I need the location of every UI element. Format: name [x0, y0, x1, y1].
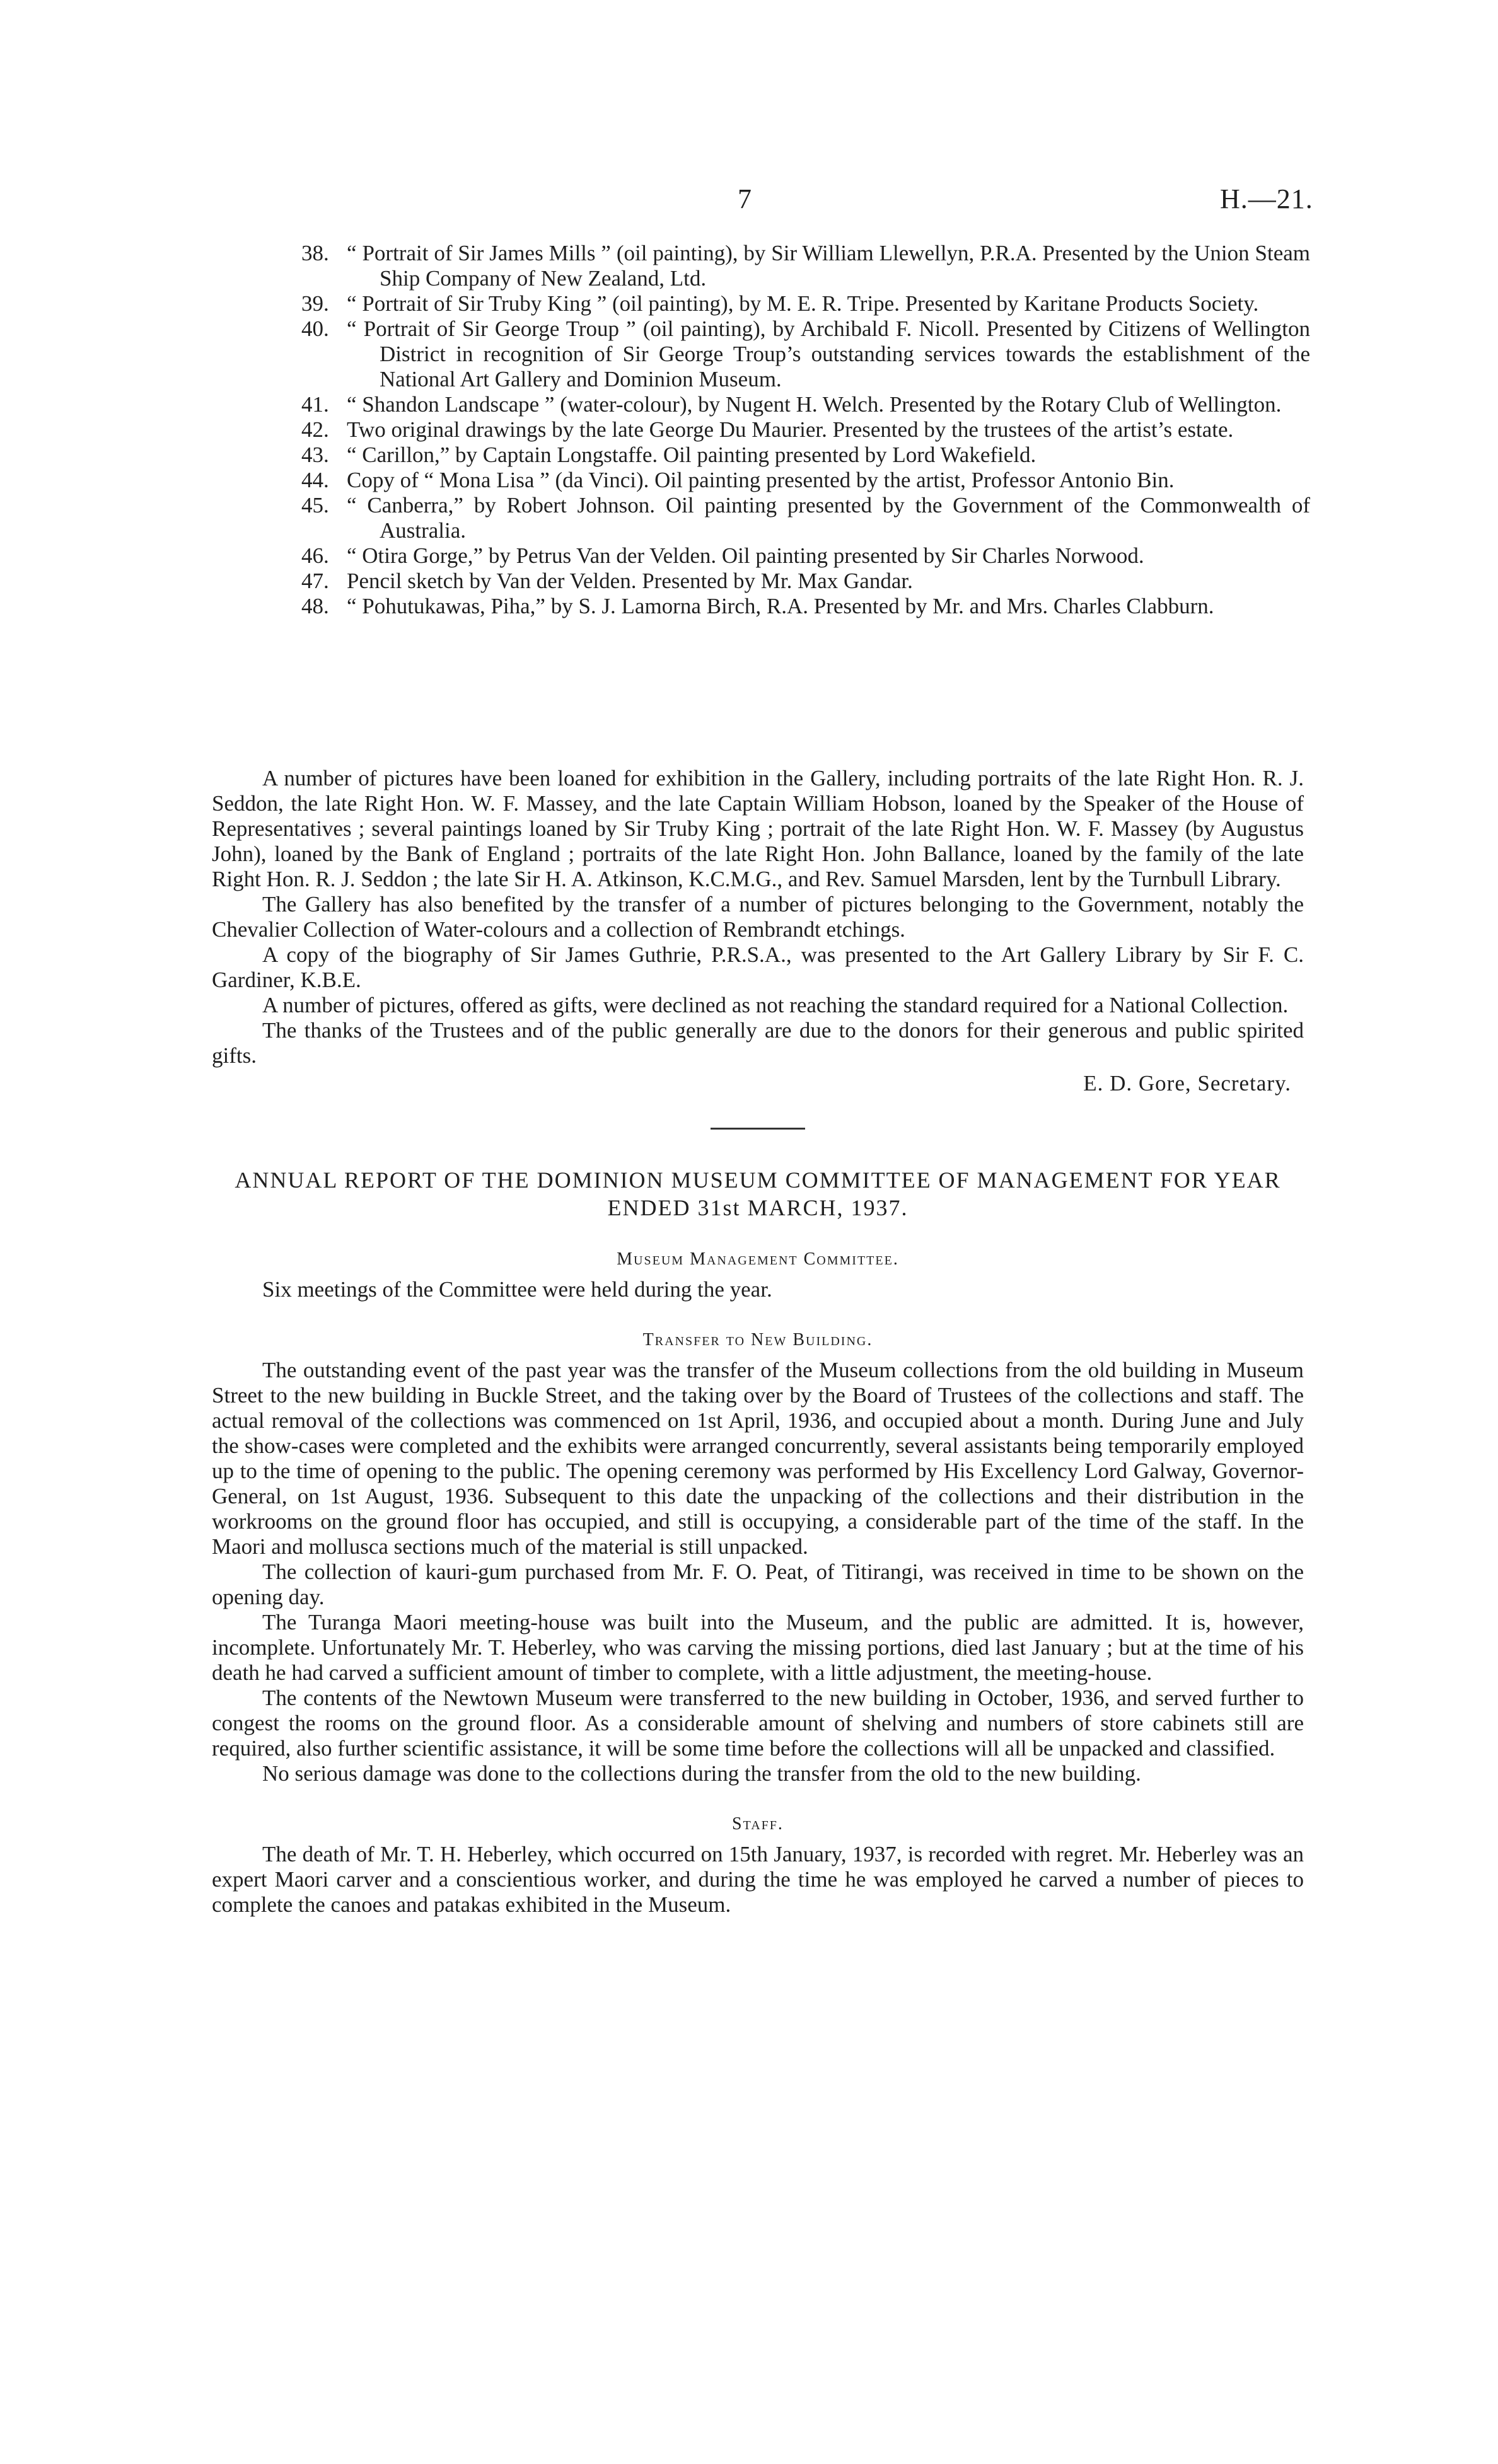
report-title: ANNUAL REPORT OF THE DOMINION MUSEUM COMMITTEE OF MANAGEMENT FOR YEAR ENDED 31st MARCH, 1937. [235, 1167, 1281, 1220]
item-number: 42. [301, 417, 329, 442]
page-number: 7 [738, 183, 752, 214]
transfer-paragraph: No serious damage was done to the collections during the transfer from the old to the new building. [262, 1761, 1141, 1786]
donation-list [301, 241, 1310, 619]
list-item [301, 417, 1310, 442]
item-text: Two original drawings by the late George Du Maurier. Presented by the trustees of the artist’s estate. [347, 417, 1234, 442]
transfer-paragraph: The contents of the Newtown Museum were transferred to the new building in October, 1936, and served further to congest the rooms on the ground floor. As a considerable amount of shelving and numbers of store cabinets still are required, also further scientific assistance, it will be some time before the collections will all be unpacked and classified. [212, 1686, 1304, 1761]
gallery-paragraph-loans: A number of pictures have been loaned for exhibition in the Gallery, including portraits of the late Right Hon. R. J. Seddon, the late Right Hon. W. F. Massey, and the late Captain William Hobson, loaned by the Speaker of the House of Representatives ; several paintings loaned by Sir Truby King ; portrait of the late Right Hon. W. F. Massey (by Augustus John), loaned by the Bank of England ; portraits of the late Right Hon. John Ballance, loaned by the family of the late Right Hon. R. J. Seddon ; the late Sir H. A. Atkinson, K.C.M.G., and Rev. Samuel Marsden, lent by the Turnbull Library. [212, 766, 1304, 891]
item-number: 44. [301, 468, 329, 492]
transfer-paragraph: The Turanga Maori meeting-house was built into the Museum, and the public are admitted. It is, however, incomplete. Unfortunately Mr. T. Heberley, who was carving the missing portions, died last January ; but at the time of his death he had carved a sufficient amount of timber to complete, with a little adjustment, the meeting-house. [212, 1610, 1304, 1685]
staff-paragraph: The death of Mr. T. H. Heberley, which occurred on 15th January, 1937, is recorded with regret. Mr. Heberley was an expert Maori carver and a conscientious worker, and during the time he was employed he carved a number of pieces to complete the canoes and patakas exhibited in the Museum. [212, 1842, 1304, 1917]
item-text: “ Carillon,” by Captain Longstaffe. Oil painting presented by Lord Wakefield. [347, 442, 1036, 467]
main-body [212, 766, 1304, 1917]
item-number: 43. [301, 442, 329, 467]
item-text: “ Portrait of Sir George Troup ” (oil painting), by Archibald F. Nicoll. Presented by Citizens of Wellington District in recognition of Sir George Troup’s outstanding services towards the establishment of the National Art Gallery and Dominion Museum. [347, 316, 1310, 391]
list-item [301, 291, 1310, 316]
transfer-heading: Transfer to New Building. [642, 1330, 873, 1350]
item-number: 48. [301, 594, 329, 618]
item-number: 46. [301, 543, 329, 568]
gallery-paragraph-transfer: The Gallery has also benefited by the transfer of a number of pictures belonging to the Government, notably the Chevalier Collection of Water-colours and a collection of Rembrandt etchings. [212, 892, 1304, 942]
gallery-paragraph-declined: A number of pictures, offered as gifts, were declined as not reaching the standard required for a National Collection. [262, 993, 1289, 1017]
list-item [301, 392, 1310, 417]
gallery-paragraph-biography: A copy of the biography of Sir James Guthrie, P.R.S.A., was presented to the Art Gallery Library by Sir F. C. Gardiner, K.B.E. [212, 942, 1304, 992]
item-number: 47. [301, 569, 329, 593]
section-divider [711, 1128, 805, 1130]
list-item [301, 594, 1310, 619]
transfer-paragraph: The outstanding event of the past year was the transfer of the Museum collections from the old building in Museum Street to the new building in Buckle Street, and the taking over by the Board of Trustees of the collections and staff. The actual removal of the collections was commenced on 1st April, 1936, and occupied about a month. During June and July the show-cases were completed and the exhibits were arranged concurrently, several assistants being temporarily employed up to the time of opening to the public. The opening ceremony was performed by His Excellency Lord Galway, Governor-General, on 1st August, 1936. Subsequent to this date the unpacking of the collections and their distribution in the workrooms on the ground floor has occupied, and still is occupying, a considerable part of the time of the staff. In the Maori and mollusca sections much of the material is still unpacked. [212, 1358, 1304, 1559]
item-number: 45. [301, 493, 329, 518]
item-text: “ Otira Gorge,” by Petrus Van der Velden. Oil painting presented by Sir Charles Norwood. [347, 543, 1144, 568]
list-item [301, 442, 1310, 468]
item-number: 40. [301, 316, 329, 341]
list-item [301, 543, 1310, 569]
staff-heading: Staff. [732, 1814, 784, 1834]
list-item [301, 493, 1310, 543]
item-number: 39. [301, 291, 329, 316]
item-text: “ Canberra,” by Robert Johnson. Oil painting presented by the Government of the Commonwealth of Australia. [347, 493, 1310, 543]
list-item [301, 241, 1310, 291]
secretary-signature: E. D. Gore, Secretary. [1083, 1071, 1291, 1096]
item-text: “ Portrait of Sir James Mills ” (oil painting), by Sir William Llewellyn, P.R.A. Presented by the Union Steam Ship Company of New Zealand, Ltd. [347, 241, 1310, 291]
transfer-paragraph: The collection of kauri-gum purchased from Mr. F. O. Peat, of Titirangi, was received in time to be shown on the opening day. [212, 1559, 1304, 1609]
item-text: “ Pohutukawas, Piha,” by S. J. Lamorna Birch, R.A. Presented by Mr. and Mrs. Charles Clabburn. [347, 594, 1214, 618]
item-text: Copy of “ Mona Lisa ” (da Vinci). Oil painting presented by the artist, Professor Antonio Bin. [347, 468, 1175, 492]
list-item [301, 569, 1310, 594]
list-item [301, 468, 1310, 493]
gallery-paragraph-thanks: The thanks of the Trustees and of the public generally are due to the donors for their generous and public spirited gifts. [212, 1018, 1304, 1068]
committee-paragraph: Six meetings of the Committee were held during the year. [262, 1277, 772, 1302]
item-text: Pencil sketch by Van der Velden. Presented by Mr. Max Gandar. [347, 569, 913, 593]
item-number: 41. [301, 392, 329, 417]
item-text: “ Portrait of Sir Truby King ” (oil painting), by M. E. R. Tripe. Presented by Karitane Products Society. [347, 291, 1259, 316]
document-reference: H.—21. [1220, 183, 1313, 214]
item-number: 38. [301, 241, 329, 265]
list-item [301, 316, 1310, 392]
committee-heading: Museum Management Committee. [617, 1249, 899, 1269]
item-text: “ Shandon Landscape ” (water-colour), by Nugent H. Welch. Presented by the Rotary Club of Wellington. [347, 392, 1282, 417]
